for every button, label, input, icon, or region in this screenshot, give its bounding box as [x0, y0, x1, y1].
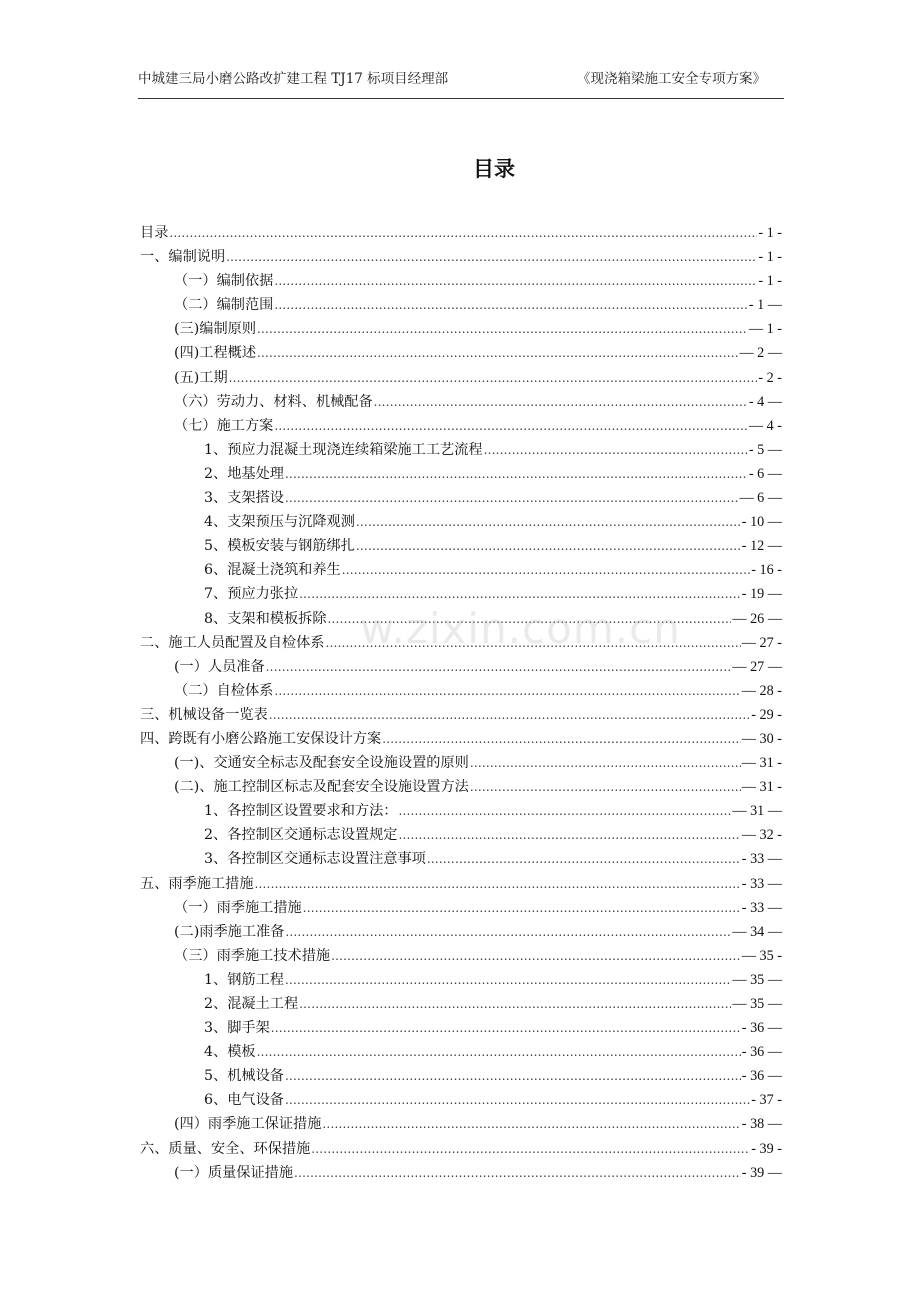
toc-entry-page-number: - 19 — [741, 586, 782, 603]
toc-entry-page-number: — 31 — [732, 803, 782, 820]
toc-dot-leader [382, 732, 741, 746]
toc-entry-label: 4、支架预压与沉降观测 [204, 514, 355, 531]
toc-entry-label: 5、模板安装与钢筋绑扎 [204, 538, 355, 555]
toc-entry-page-number: — 4 - [748, 417, 782, 434]
toc-entry-page-number: — 35 — [732, 971, 782, 988]
toc-entry-label: 2、地基处理 [204, 465, 284, 482]
toc-entry-page-number: — 31 - [741, 779, 782, 796]
page-header [138, 64, 784, 86]
toc-entry-page-number: — 35 - [741, 947, 782, 964]
toc-entry[interactable] [140, 632, 782, 656]
toc-dot-leader [374, 395, 748, 409]
toc-entry-page-number: - 33 — [741, 875, 782, 892]
header-project-name: 中城建三局小磨公路改扩建工程 TJ17 标项目经理部 [138, 71, 449, 87]
toc-entry-page-number: - 37 - [751, 1092, 782, 1109]
toc-entry-page-number: - 2 - [758, 369, 782, 386]
toc-entry-label: 1、各控制区设置要求和方法： [204, 803, 398, 820]
toc-entry-page-number: - 36 — [741, 1044, 782, 1061]
toc-entry-page-number: - 12 — [741, 538, 782, 555]
toc-entry[interactable] [140, 897, 782, 921]
toc-entry-page-number: - 10 — [741, 514, 782, 531]
toc-dot-leader [274, 419, 748, 433]
toc-entry-label: 三、机械设备一览表 [140, 706, 268, 723]
toc-entry-label: 1、钢筋工程 [204, 971, 284, 988]
toc-entry[interactable] [140, 1089, 782, 1113]
toc-entry-page-number: - 1 - [758, 249, 782, 266]
toc-dot-leader [470, 780, 741, 794]
toc-entry[interactable] [140, 945, 782, 969]
toc-dot-leader [342, 563, 751, 577]
toc-entry[interactable] [140, 391, 782, 415]
toc-dot-leader [285, 1069, 741, 1083]
toc-entry[interactable] [140, 969, 782, 993]
toc-dot-leader [229, 371, 758, 385]
toc-entry-page-number: — 35 — [732, 996, 782, 1012]
toc-entry-label: 5、机械设备 [204, 1068, 284, 1085]
toc-entry-page-number: - 1 - [758, 273, 782, 290]
watermark: w.zixin.com.cn [360, 604, 681, 653]
toc-entry-page-number: - 1 — [748, 297, 782, 314]
toc-entry-label: （三）雨季施工技术措施 [174, 947, 331, 964]
toc-entry[interactable] [140, 921, 782, 945]
toc-entry-page-number: - 33 — [741, 899, 782, 916]
toc-entry-page-number: — 6 — [739, 490, 782, 507]
toc-entry[interactable] [140, 439, 782, 463]
toc-entry-label: 目录 [140, 225, 169, 241]
toc-entry[interactable] [140, 1017, 782, 1041]
toc-dot-leader [285, 467, 748, 481]
toc-entry-label: (四）雨季施工保证措施 [174, 1116, 322, 1133]
toc-entry-label: （一）雨季施工措施 [174, 899, 302, 916]
toc-entry-page-number: — 27 — [732, 658, 782, 675]
header-divider [138, 98, 784, 99]
toc-entry-label: 3、脚手架 [204, 1020, 270, 1037]
toc-entry-label: (五)工期 [174, 369, 228, 386]
toc-entry-page-number: - 36 — [741, 1068, 782, 1085]
toc-entry[interactable] [140, 559, 782, 583]
toc-entry-label: 六、质量、安全、环保措施 [140, 1140, 311, 1157]
toc-entry[interactable] [140, 728, 782, 752]
toc-entry-label: (一）人员准备 [174, 658, 265, 675]
toc-entry-label: （七）施工方案 [174, 417, 274, 434]
toc-dot-leader [274, 684, 740, 698]
toc-dot-leader [274, 298, 748, 312]
toc-entry[interactable] [140, 848, 782, 872]
toc-entry-page-number: — 26 — [732, 610, 782, 627]
toc-entry-label: 一、编制说明 [140, 249, 226, 266]
toc-entry[interactable] [140, 824, 782, 848]
toc-dot-leader [226, 250, 757, 264]
toc-entry-page-number: — 31 - [741, 755, 782, 772]
toc-entry-label: 2、混凝土工程 [204, 996, 299, 1012]
toc-dot-leader [325, 636, 740, 650]
toc-entry[interactable] [140, 752, 782, 776]
toc-dot-leader [331, 949, 741, 963]
toc-entry-page-number: - 36 — [741, 1020, 782, 1037]
toc-entry-label: 2、各控制区交通标志设置规定 [204, 827, 398, 844]
toc-dot-leader [484, 443, 748, 457]
toc-entry[interactable] [140, 415, 782, 439]
toc-entry-page-number: - 4 — [748, 393, 782, 410]
toc-entry-label: (二)雨季施工准备 [174, 923, 285, 940]
toc-dot-leader [294, 1166, 741, 1180]
toc-entry[interactable] [140, 704, 782, 728]
toc-dot-leader [255, 877, 741, 891]
toc-entry-label: 五、雨季施工措施 [140, 875, 254, 892]
toc-entry[interactable] [140, 680, 782, 704]
toc-entry[interactable] [140, 1041, 782, 1065]
toc-entry[interactable] [140, 511, 782, 535]
toc-entry[interactable] [140, 1138, 782, 1162]
toc-dot-leader [303, 901, 741, 915]
toc-dot-leader [285, 925, 731, 939]
toc-dot-leader [299, 997, 731, 1011]
toc-entry-label: (四)工程概述 [174, 345, 257, 362]
toc-entry[interactable] [140, 800, 782, 824]
toc-entry-label: (一)、交通安全标志及配套安全设施设置的原则 [174, 755, 469, 772]
toc-dot-leader [427, 852, 741, 866]
toc-dot-leader [470, 756, 741, 770]
toc-entry[interactable] [140, 776, 782, 800]
toc-dot-leader [257, 1045, 741, 1059]
toc-entry-label: 6、混凝土浇筑和养生 [204, 562, 341, 579]
toc-entry-label: 8、支架和模板拆除 [204, 610, 327, 627]
toc-entry-label: 4、模板 [204, 1044, 256, 1061]
table-of-contents [140, 222, 782, 1186]
toc-entry-label: 3、各控制区交通标志设置注意事项 [204, 851, 426, 868]
toc-entry-page-number: - 5 — [748, 441, 782, 458]
toc-dot-leader [257, 322, 748, 336]
toc-entry-page-number: - 33 — [741, 851, 782, 868]
toc-entry[interactable] [140, 318, 782, 342]
toc-entry[interactable] [140, 294, 782, 318]
toc-dot-leader [274, 274, 757, 288]
toc-entry-page-number: - 6 — [748, 465, 782, 482]
toc-entry-page-number: — 1 - [748, 321, 782, 338]
toc-dot-leader [285, 973, 731, 987]
toc-entry[interactable] [140, 246, 782, 270]
toc-entry-label: 6、电气设备 [204, 1092, 284, 1109]
toc-entry[interactable] [140, 367, 782, 391]
toc-entry-label: 7、预应力张拉 [204, 586, 299, 603]
toc-entry[interactable] [140, 222, 782, 246]
toc-entry[interactable] [140, 873, 782, 897]
toc-entry-label: (二)、施工控制区标志及配套安全设施设置方法 [174, 779, 469, 796]
toc-dot-leader [257, 346, 738, 360]
toc-entry-page-number: — 30 - [741, 730, 782, 747]
toc-entry[interactable] [140, 487, 782, 511]
toc-entry-page-number: — 27 - [741, 634, 782, 651]
header-document-title: 《现浇箱梁施工安全专项方案》 [577, 71, 766, 87]
toc-dot-leader [398, 804, 731, 818]
toc-dot-leader [311, 1142, 750, 1156]
toc-entry-label: 四、跨既有小磨公路施工安保设计方案 [140, 730, 382, 747]
toc-entry[interactable] [140, 1065, 782, 1089]
toc-entry[interactable] [140, 342, 782, 366]
toc-entry-label: 3、支架搭设 [204, 490, 284, 507]
toc-entry[interactable] [140, 656, 782, 680]
toc-entry[interactable] [140, 608, 782, 632]
toc-entry-label: （二）编制范围 [174, 297, 274, 314]
toc-entry[interactable] [140, 1113, 782, 1137]
toc-entry-label: 1、预应力混凝土现浇连续箱梁施工工艺流程 [204, 441, 483, 458]
toc-dot-leader [169, 226, 757, 240]
toc-entry-label: 二、施工人员配置及自检体系 [140, 634, 325, 651]
toc-entry[interactable] [140, 270, 782, 294]
toc-dot-leader [328, 612, 732, 626]
toc-entry-page-number: — 28 - [741, 682, 782, 699]
toc-entry-page-number: - 16 - [751, 562, 782, 579]
page-title: 目录 [473, 157, 515, 181]
toc-dot-leader [356, 539, 741, 553]
toc-entry-label: （二）自检体系 [174, 682, 274, 699]
toc-entry-page-number: - 1 - [758, 225, 782, 241]
toc-entry-label: （六）劳动力、材料、机械配备 [174, 393, 373, 410]
toc-dot-leader [285, 1093, 750, 1107]
toc-entry-label: (一）质量保证措施 [174, 1164, 294, 1181]
toc-dot-leader [271, 1021, 741, 1035]
toc-dot-leader [356, 515, 741, 529]
toc-entry-page-number: — 34 — [732, 923, 782, 940]
toc-dot-leader [322, 1117, 740, 1131]
toc-dot-leader [398, 828, 740, 842]
toc-entry-page-number: - 29 - [751, 706, 782, 723]
toc-entry-label: （一）编制依据 [174, 273, 274, 290]
toc-entry-page-number: - 39 - [751, 1140, 782, 1157]
toc-entry[interactable] [140, 583, 782, 607]
toc-dot-leader [285, 491, 738, 505]
toc-entry[interactable] [140, 993, 782, 1017]
toc-dot-leader [269, 708, 751, 722]
toc-dot-leader [266, 660, 732, 674]
toc-dot-leader [299, 587, 741, 601]
toc-entry-page-number: - 39 — [741, 1164, 782, 1181]
toc-entry-page-number: — 2 — [739, 345, 782, 362]
toc-entry-page-number: - 38 — [741, 1116, 782, 1133]
toc-entry-page-number: — 32 - [741, 827, 782, 844]
toc-entry-label: (三)编制原则 [174, 321, 257, 338]
toc-entry[interactable] [140, 1162, 782, 1186]
toc-entry[interactable] [140, 535, 782, 559]
toc-entry[interactable] [140, 463, 782, 487]
